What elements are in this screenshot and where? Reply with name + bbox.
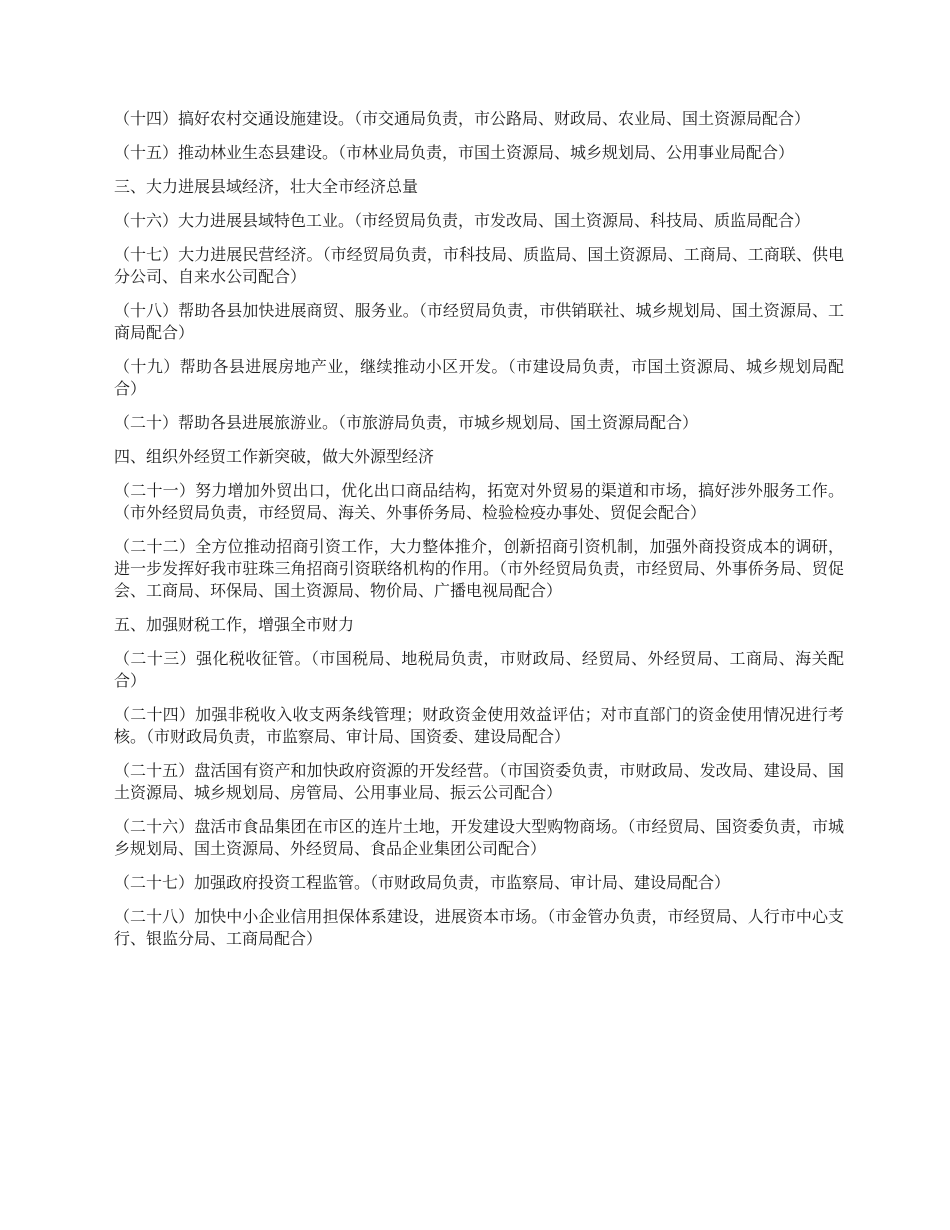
paragraph-27: （二十七）加强政府投资工程监管。（市财政局负责，市监察局、审计局、建设局配合）: [114, 873, 731, 892]
section-heading-5: 五、加强财税工作，增强全市财力: [114, 615, 355, 634]
section-heading-4: 四、组织外经贸工作新突破，做大外源型经济: [114, 447, 435, 466]
paragraph-15: （十五）推动林业生态县建设。（市林业局负责，市国土资源局、城乡规划局、公用事业局配合）: [114, 143, 795, 162]
paragraph-28: （二十八）加快中小企业信用担保体系建设，进展资本市场。（市金管办负责，市经贸局、人行市中心支行、银监分局、工商局配合）: [114, 907, 844, 948]
paragraph-21: （二十一）努力增加外贸出口，优化出口商品结构，拓宽对外贸易的渠道和市场，搞好涉外服务工作。（市外经贸局负责，市经贸局、海关、外事侨务局、检验检疫办事处、贸促会配合）: [114, 481, 844, 522]
paragraph-16: （十六）大力进展县域特色工业。（市经贸局负责，市发改局、国土资源局、科技局、质监局配合）: [114, 211, 811, 230]
paragraph-23: （二十三）强化税收征管。（市国税局、地税局负责，市财政局、经贸局、外经贸局、工商局、海关配合）: [114, 649, 844, 690]
paragraph-19: （十九）帮助各县进展房地产业，继续推动小区开发。（市建设局负责，市国土资源局、城乡规划局配合）: [114, 357, 844, 398]
paragraph-14: （十四）搞好农村交通设施建设。（市交通局负责，市公路局、财政局、农业局、国土资源局配合）: [114, 109, 811, 128]
paragraph-17: （十七）大力进展民营经济。（市经贸局负责，市科技局、质监局、国土资源局、工商局、工商联、供电分公司、自来水公司配合）: [114, 245, 844, 286]
document-body: [114, 108, 844, 962]
paragraph-20: （二十）帮助各县进展旅游业。（市旅游局负责，市城乡规划局、国土资源局配合）: [114, 413, 699, 432]
paragraph-24: （二十四）加强非税收入收支两条线管理；财政资金使用效益评估；对市直部门的资金使用情况进行考核。（市财政局负责，市监察局、审计局、国资委、建设局配合）: [114, 705, 844, 746]
paragraph-25: （二十五）盘活国有资产和加快政府资源的开发经营。（市国资委负责，市财政局、发改局、建设局、国土资源局、城乡规划局、房管局、公用事业局、振云公司配合）: [114, 761, 844, 802]
section-heading-3: 三、大力进展县域经济，壮大全市经济总量: [114, 177, 419, 196]
paragraph-18: （十八）帮助各县加快进展商贸、服务业。（市经贸局负责，市供销联社、城乡规划局、国土资源局、工商局配合）: [114, 301, 844, 342]
paragraph-22: （二十二）全方位推动招商引资工作，大力整体推介，创新招商引资机制，加强外商投资成本的调研，进一步发挥好我市驻珠三角招商引资联络机构的作用。（市外经贸局负责，市经贸局、外事侨务局、贸促会、工商局、环保局、国土资源局、物价局、广播电视局配合）: [114, 537, 844, 600]
paragraph-26: （二十六）盘活市食品集团在市区的连片土地，开发建设大型购物商场。（市经贸局、国资委负责，市城乡规划局、国土资源局、外经贸局、食品企业集团公司配合）: [114, 817, 844, 858]
